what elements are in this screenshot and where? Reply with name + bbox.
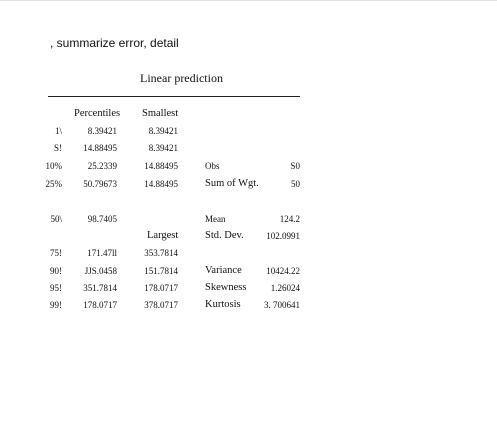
row-percentile: 14.88495	[83, 143, 117, 153]
row-percent-label: 1\	[54, 126, 62, 136]
table-title: Linear prediction	[140, 71, 223, 85]
row-extreme: 8.39421	[148, 126, 178, 136]
row-percent-label: 50\	[50, 214, 62, 224]
row-extreme: 151.7814	[144, 266, 178, 276]
row-stat-value: 102.0991	[266, 231, 300, 241]
row-stat-value: 50	[291, 179, 300, 189]
row-percentile: 171.47ll	[87, 248, 117, 258]
row-stat-value: 3. 700641	[264, 300, 300, 310]
row-extreme: 353.7814	[144, 248, 178, 258]
row-percentile: 351.7814	[83, 283, 117, 293]
row-percentile: 8.39421	[87, 126, 117, 136]
row-percentile: 98.7405	[87, 214, 117, 224]
row-percent-label: S!	[53, 143, 62, 153]
row-extreme: 378.0717	[144, 300, 178, 310]
row-stat-label: Variance	[205, 265, 242, 276]
largest-header: Largest	[147, 230, 179, 241]
row-stat-label: Sum of Wgt.	[205, 178, 259, 189]
command-line: , summarize error, detail	[50, 36, 179, 50]
percentiles-header: Percentiles	[74, 108, 121, 119]
header-rule	[48, 96, 300, 97]
row-extreme: 178.0717	[144, 283, 178, 293]
row-stat-label: Skewness	[205, 282, 247, 293]
row-percent-label: 99!	[50, 300, 62, 310]
row-stat-label: Mean	[205, 214, 226, 224]
row-percent-label: 95!	[50, 283, 62, 293]
row-percentile: JJS.0458	[84, 266, 117, 276]
row-stat-label: Std. Dev.	[205, 230, 244, 241]
row-percent-label: 25%	[45, 179, 62, 189]
smallest-header: Smallest	[142, 108, 179, 119]
row-percentile: 50.79673	[83, 179, 117, 189]
row-percent-label: 90!	[50, 266, 62, 276]
row-extreme: 8.39421	[148, 143, 178, 153]
top-divider	[0, 0, 497, 1]
row-percentile: 25.2339	[87, 161, 117, 171]
row-stat-value: S0	[290, 161, 300, 171]
row-stat-value: 1.26024	[270, 283, 300, 293]
row-percent-label: 75!	[50, 248, 62, 258]
row-percent-label: 10%	[45, 161, 62, 171]
row-percentile: 178.0717	[83, 300, 117, 310]
row-extreme: 14.88495	[144, 161, 178, 171]
row-stat-value: 124.2	[279, 214, 300, 224]
row-stat-value: 10424.22	[266, 266, 300, 276]
row-stat-label: Kurtosis	[205, 299, 241, 310]
row-extreme: 14.88495	[144, 179, 178, 189]
row-stat-label: Obs	[205, 161, 220, 171]
